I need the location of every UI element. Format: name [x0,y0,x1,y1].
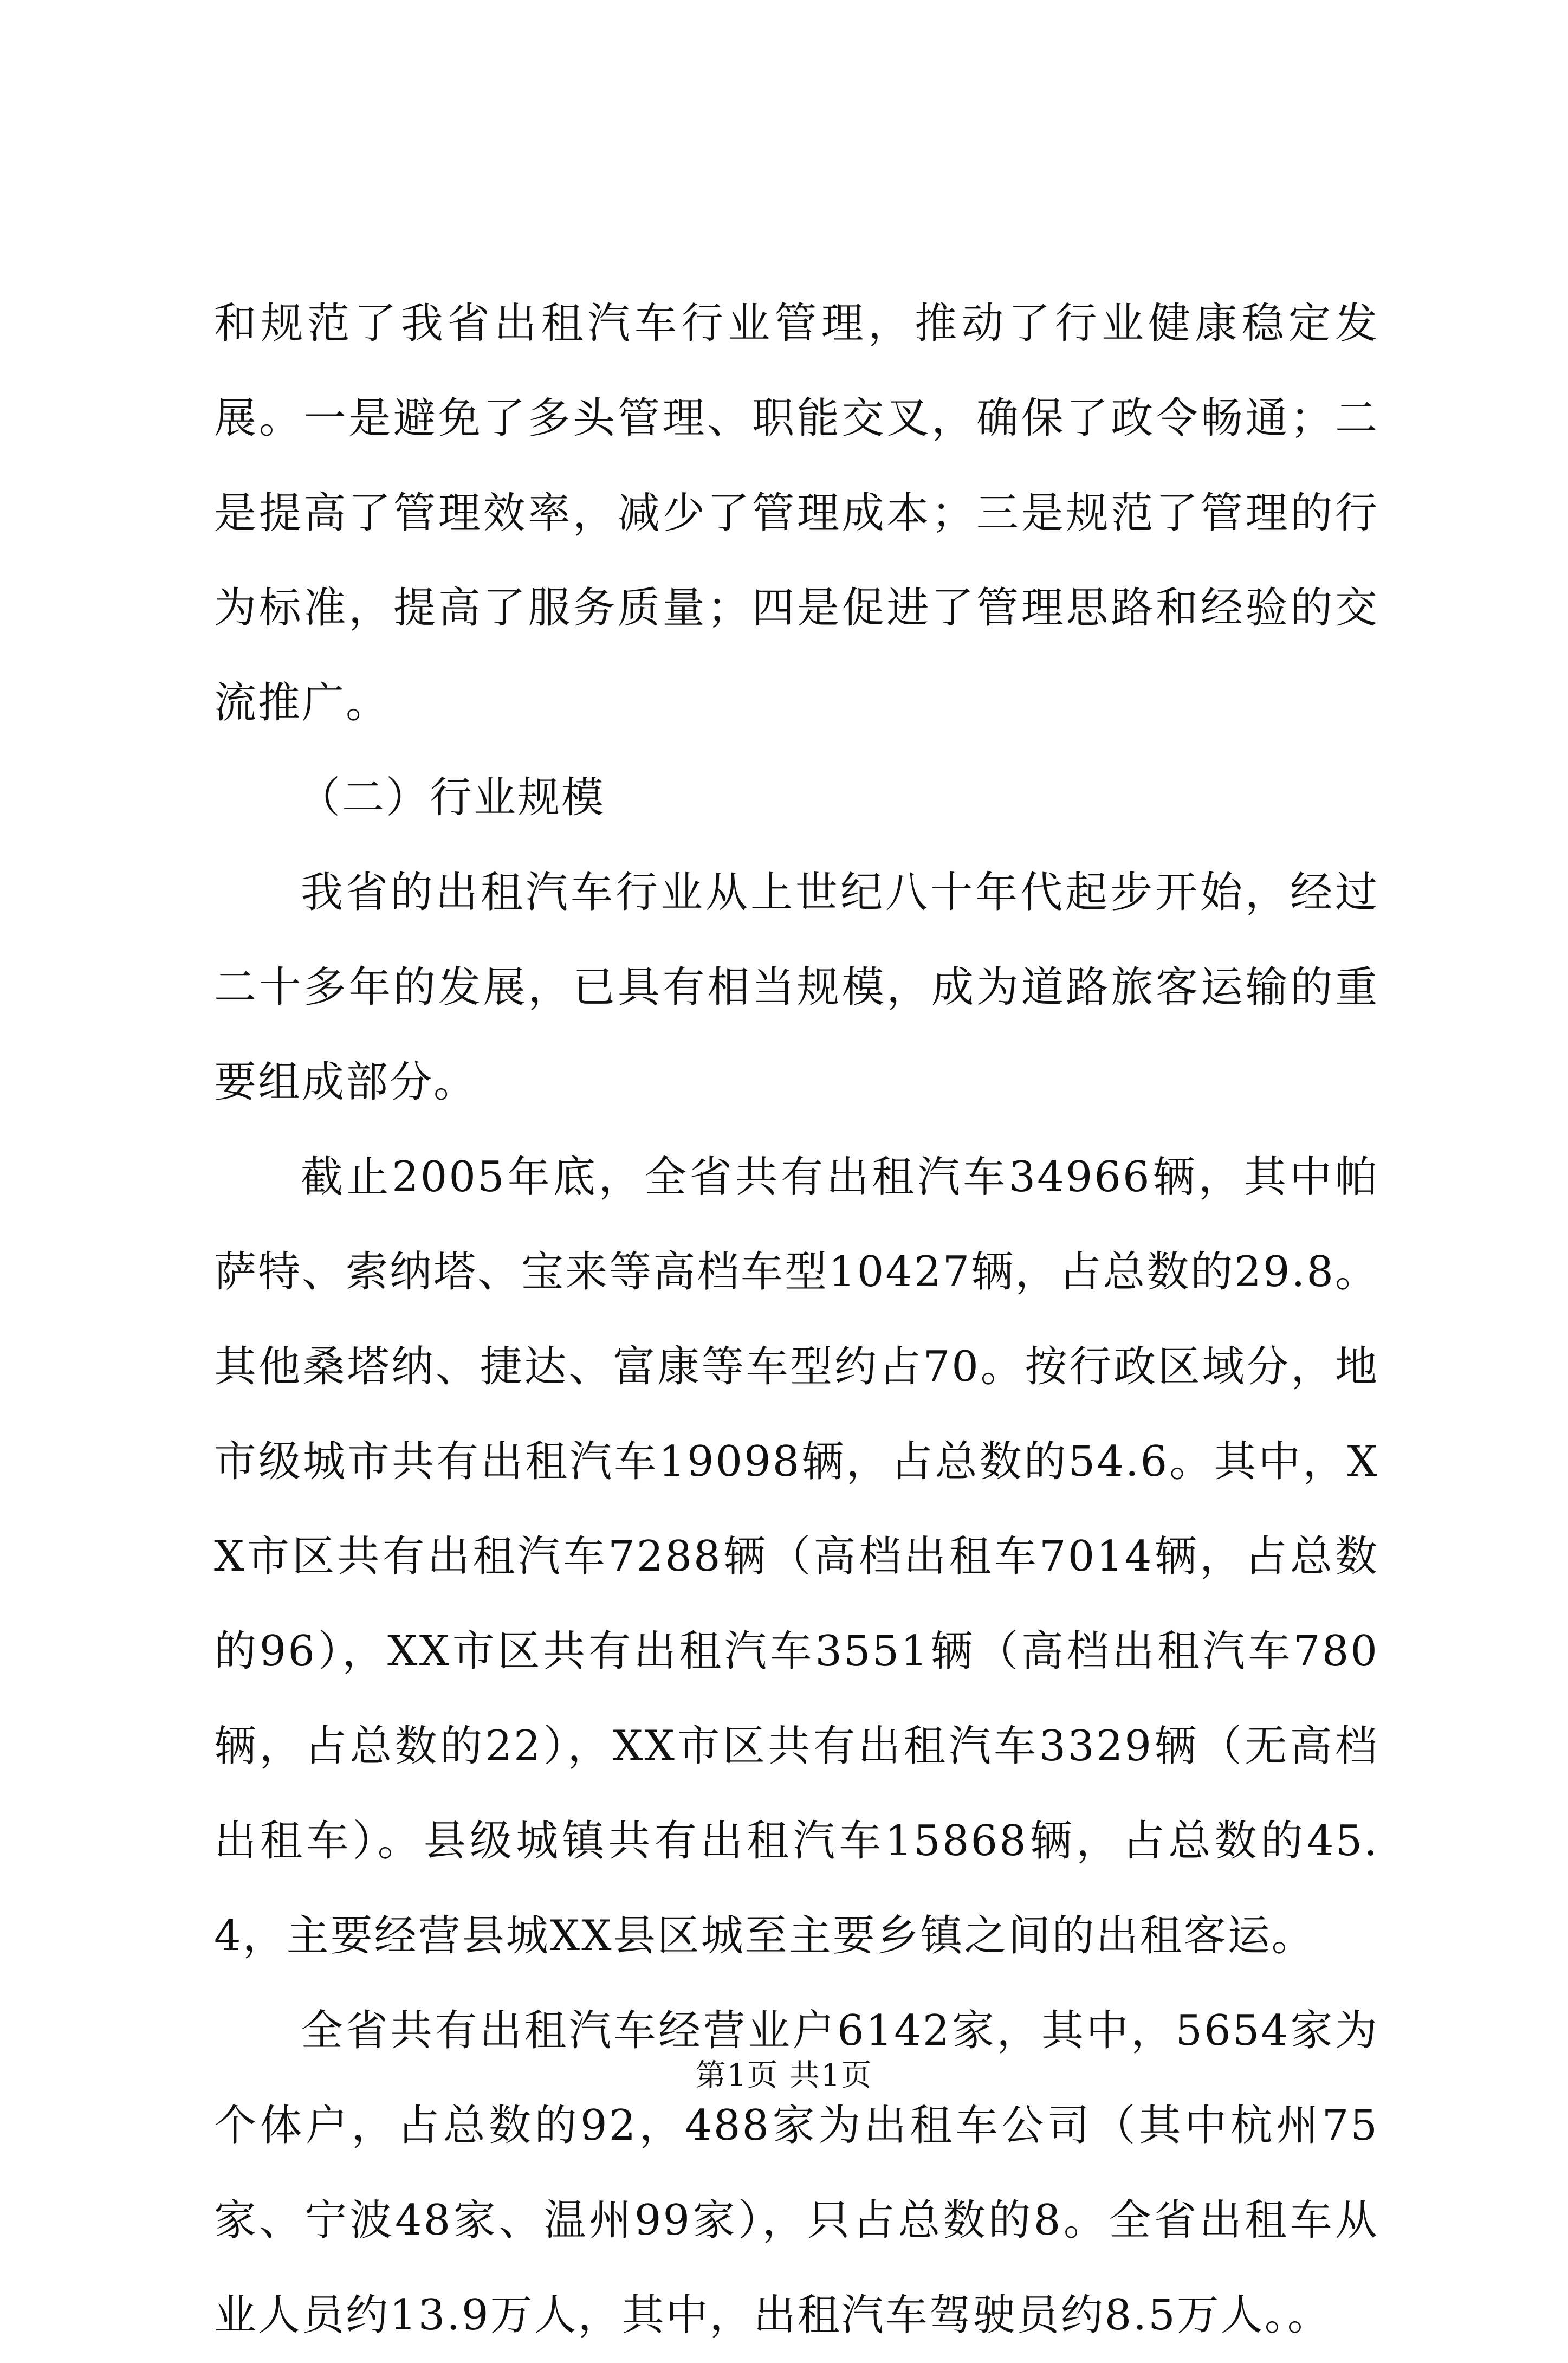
paragraph-vehicle-statistics: 截止2005年底，全省共有出租汽车34966辆，其中帕萨特、索纳塔、宝来等高档车型10427辆，占总数的29.8。其他桑塔纳、捷达、富康等车型约占70。按行政区域分，地市级城市共有出租汽车19098辆，占总数的54.6。其中，XX市区共有出租汽车7288辆（高档出租车7014辆，占总数的96），XX市区共有出租汽车3551辆（高档出租汽车780辆，占总数的22），XX市区共有出租汽车3329辆（无高档出租车）。县级城镇共有出租汽车15868辆，占总数的45.4，主要经营县城XX县区城至主要乡镇之间的出租客运。 [214,1153,1379,1960]
document-body [214,276,1379,2363]
paragraph-industry-history: 我省的出租汽车行业从上世纪八十年代起步开始，经过二十多年的发展，已具有相当规模，成为道路旅客运输的重要组成部分。 [214,868,1379,1107]
page-footer: 第1页 共1页 [695,2058,873,2093]
paragraph-management-benefits: 和规范了我省出租汽车行业管理，推动了行业健康稳定发展。一是避免了多头管理、职能交叉，确保了政令畅通；二是提高了管理效率，减少了管理成本；三是规范了管理的行为标准，提高了服务质量；四是促进了管理思路和经验的交流推广。 [214,299,1379,727]
paragraph-operator-statistics: 全省共有出租汽车经营业户6142家，其中，5654家为个体户，占总数的92，488家为出租车公司（其中杭州75家、宁波48家、温州99家），只占总数的8。全省出租车从业人员约13.9万人，其中，出租汽车驾驶员约8.5万人。。 [214,2006,1379,2340]
section-heading-industry-scale: （二）行业规模 [298,773,606,822]
